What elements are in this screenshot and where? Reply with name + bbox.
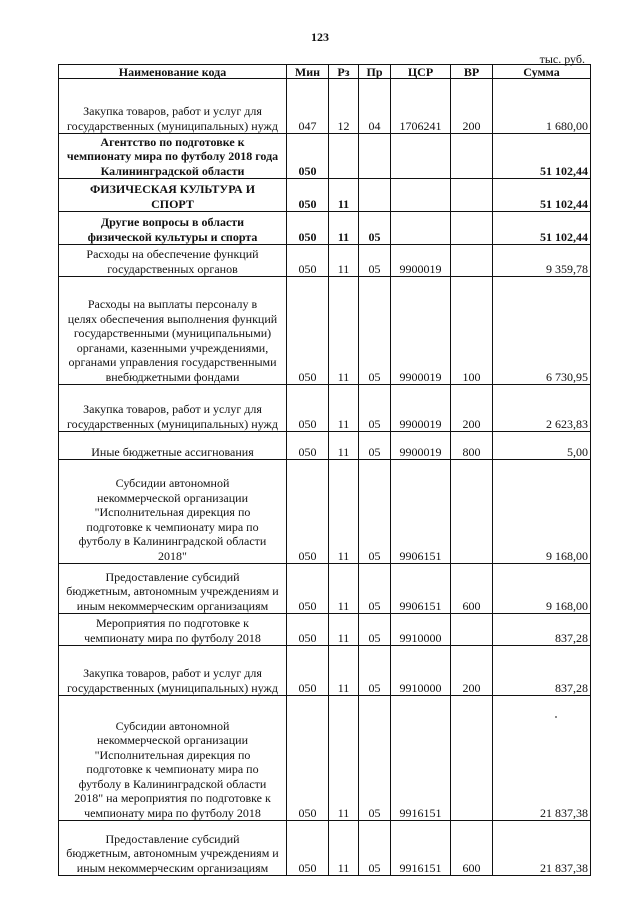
cell-pr: 05	[359, 614, 391, 646]
cell-pr: 05	[359, 460, 391, 564]
cell-csr: 9900019	[391, 245, 451, 277]
cell-rz: 11	[329, 385, 359, 432]
row-name-line: подготовке к чемпионату мира по	[86, 519, 259, 534]
cell-vr	[451, 134, 493, 179]
cell-min: 050	[287, 385, 329, 432]
cell-vr: 600	[451, 564, 493, 614]
header-name: Наименование кода	[59, 65, 287, 79]
table-row	[59, 245, 591, 277]
cell-rz: 11	[329, 212, 359, 245]
row-name-line: Расходы на выплаты персоналу в	[87, 297, 258, 311]
row-name-line: Мероприятия по подготовке к	[96, 616, 249, 630]
cell-pr: 05	[359, 821, 391, 876]
table-row	[59, 564, 591, 614]
cell-rz: 11	[329, 277, 359, 385]
row-name-line: органами управления государственными	[68, 355, 277, 369]
row-name-line: Калининградской области	[100, 163, 245, 178]
header-rz: Рз	[329, 65, 359, 79]
cell-min: 047	[287, 79, 329, 134]
table-row	[59, 614, 591, 646]
table-body	[59, 79, 591, 876]
row-name	[59, 564, 287, 614]
cell-csr	[391, 179, 451, 212]
cell-vr	[451, 696, 493, 821]
cell-csr: 9900019	[391, 277, 451, 385]
cell-csr: 9910000	[391, 614, 451, 646]
row-name-line: бюджетным, автономным учреждениям и	[66, 846, 279, 860]
cell-pr	[359, 179, 391, 212]
cell-min: 050	[287, 277, 329, 385]
cell-sum: 1 680,00	[493, 79, 591, 134]
cell-min: 050	[287, 564, 329, 614]
cell-vr: 100	[451, 277, 493, 385]
cell-min: 050	[287, 821, 329, 876]
row-name-line: ФИЗИЧЕСКАЯ КУЛЬТУРА И	[89, 182, 256, 196]
cell-csr: 9916151	[391, 821, 451, 876]
table-row	[59, 179, 591, 212]
cell-csr	[391, 212, 451, 245]
cell-rz: 12	[329, 79, 359, 134]
row-name-line: футболу в Калининградской области	[78, 776, 267, 791]
cell-sum: 51 102,44	[493, 179, 591, 212]
cell-vr	[451, 614, 493, 646]
cell-rz: 11	[329, 646, 359, 696]
cell-vr: 800	[451, 432, 493, 460]
row-name	[59, 245, 287, 277]
cell-sum: 837,28	[493, 646, 591, 696]
cell-sum: 9 168,00	[493, 460, 591, 564]
cell-csr	[391, 134, 451, 179]
cell-sum: 21 837,38	[493, 821, 591, 876]
header-sum: Сумма	[493, 65, 591, 79]
row-name	[59, 134, 287, 179]
row-name	[59, 212, 287, 245]
cell-pr	[359, 134, 391, 179]
table-row	[59, 385, 591, 432]
cell-min: 050	[287, 245, 329, 277]
row-name	[59, 179, 287, 212]
table-row	[59, 277, 591, 385]
row-name-line: Закупка товаров, работ и услуг для	[83, 104, 262, 118]
page-number: 123	[311, 30, 329, 44]
cell-pr: 04	[359, 79, 391, 134]
cell-csr: 9900019	[391, 432, 451, 460]
cell-vr: 200	[451, 79, 493, 134]
row-name-line: физической культуры и спорта	[87, 229, 258, 244]
row-name	[59, 385, 287, 432]
row-name-line: Субсидии автономной	[115, 718, 230, 733]
cell-pr: 05	[359, 646, 391, 696]
row-name-line: Расходы на обеспечение функций	[86, 247, 259, 261]
cell-min: 050	[287, 134, 329, 179]
row-name-line: Закупка товаров, работ и услуг для	[83, 666, 262, 680]
scan-speck	[555, 716, 557, 718]
table-row	[59, 821, 591, 876]
row-name-line: Другие вопросы в области	[100, 215, 245, 229]
cell-csr: 9906151	[391, 564, 451, 614]
row-name-line: целях обеспечения выполнения функций	[67, 311, 278, 326]
cell-sum: 837,28	[493, 614, 591, 646]
cell-sum: 6 730,95	[493, 277, 591, 385]
cell-min: 050	[287, 212, 329, 245]
cell-sum: 51 102,44	[493, 134, 591, 179]
row-name-line: некоммерческой организации	[96, 733, 248, 747]
cell-min: 050	[287, 432, 329, 460]
row-name-line: чемпионату мира по футболу 2018	[84, 805, 261, 820]
cell-pr: 05	[359, 385, 391, 432]
table-row	[59, 460, 591, 564]
row-name-line: государственных органов	[107, 261, 238, 276]
cell-vr: 200	[451, 385, 493, 432]
row-name	[59, 79, 287, 134]
cell-rz: 11	[329, 245, 359, 277]
cell-rz: 11	[329, 460, 359, 564]
row-name-line: чемпионату мира по футболу 2018	[84, 630, 261, 645]
row-name-line: органами, казенными учреждениями,	[76, 340, 269, 355]
row-name-line: государственных (муниципальных) нужд	[67, 118, 278, 133]
cell-min: 050	[287, 696, 329, 821]
row-name-line: государственных (муниципальных) нужд	[67, 680, 278, 695]
row-name-line: СПОРТ	[151, 196, 194, 211]
header-csr: ЦСР	[391, 65, 451, 79]
cell-rz	[329, 134, 359, 179]
cell-pr: 05	[359, 564, 391, 614]
row-name-line: чемпионату мира по футболу 2018 года	[66, 149, 279, 163]
table-row	[59, 134, 591, 179]
cell-pr: 05	[359, 696, 391, 821]
row-name-line: Агентство по подготовке к	[100, 134, 245, 149]
header-min: Мин	[287, 65, 329, 79]
row-name-line: Субсидии автономной	[115, 476, 230, 490]
cell-pr: 05	[359, 245, 391, 277]
row-name	[59, 821, 287, 876]
header-pr: Пр	[359, 65, 391, 79]
row-name-line: государственными (муниципальными)	[73, 326, 272, 340]
row-name-line: государственных (муниципальных) нужд	[67, 416, 278, 431]
units-label: тыс. руб.	[539, 52, 585, 66]
cell-csr: 9900019	[391, 385, 451, 432]
row-name-line: бюджетным, автономным учреждениям и	[66, 584, 279, 598]
cell-csr: 9910000	[391, 646, 451, 696]
table-header-row	[59, 65, 591, 79]
cell-vr	[451, 460, 493, 564]
cell-sum: 51 102,44	[493, 212, 591, 245]
row-name-line: внебюджетными фондами	[105, 369, 240, 384]
row-name	[59, 614, 287, 646]
cell-vr: 600	[451, 821, 493, 876]
table-row	[59, 646, 591, 696]
cell-sum: 5,00	[493, 432, 591, 460]
cell-csr: 1706241	[391, 79, 451, 134]
row-name-line: подготовке к чемпионату мира по	[86, 762, 259, 776]
table-row	[59, 212, 591, 245]
row-name-line: Закупка товаров, работ и услуг для	[83, 402, 262, 416]
cell-rz: 11	[329, 614, 359, 646]
row-name-line: иным некоммерческим организациям	[76, 860, 269, 875]
cell-pr: 05	[359, 277, 391, 385]
cell-csr: 9916151	[391, 696, 451, 821]
cell-sum: 21 837,38	[493, 696, 591, 821]
table-row	[59, 432, 591, 460]
row-name-line: "Исполнительная дирекция по	[94, 505, 251, 519]
table-row	[59, 696, 591, 821]
header-vr: ВР	[451, 65, 493, 79]
cell-sum: 9 359,78	[493, 245, 591, 277]
cell-rz: 11	[329, 821, 359, 876]
row-name-line: Предоставление субсидий	[105, 569, 240, 584]
cell-rz: 11	[329, 432, 359, 460]
table-row	[59, 79, 591, 134]
row-name-line: 2018" на мероприятия по подготовке к	[74, 791, 271, 805]
cell-min: 050	[287, 614, 329, 646]
row-name	[59, 277, 287, 385]
cell-vr	[451, 179, 493, 212]
row-name-line: "Исполнительная дирекция по	[94, 747, 251, 762]
cell-csr: 9906151	[391, 460, 451, 564]
cell-min: 050	[287, 646, 329, 696]
row-name-line: футболу в Калининградской области	[78, 534, 267, 548]
cell-vr	[451, 245, 493, 277]
cell-rz: 11	[329, 564, 359, 614]
row-name	[59, 696, 287, 821]
row-name	[59, 432, 287, 460]
row-name-line: Иные бюджетные ассигнования	[91, 444, 254, 459]
row-name	[59, 460, 287, 564]
cell-rz: 11	[329, 179, 359, 212]
cell-pr: 05	[359, 212, 391, 245]
row-name-line: 2018"	[158, 548, 187, 563]
cell-sum: 9 168,00	[493, 564, 591, 614]
cell-pr: 05	[359, 432, 391, 460]
budget-table	[58, 64, 591, 876]
row-name-line: некоммерческой организации	[96, 490, 248, 505]
cell-min: 050	[287, 460, 329, 564]
cell-min: 050	[287, 179, 329, 212]
cell-rz: 11	[329, 696, 359, 821]
cell-sum: 2 623,83	[493, 385, 591, 432]
cell-vr: 200	[451, 646, 493, 696]
row-name-line: Предоставление субсидий	[105, 831, 240, 846]
row-name-line: иным некоммерческим организациям	[76, 598, 269, 613]
row-name	[59, 646, 287, 696]
cell-vr	[451, 212, 493, 245]
